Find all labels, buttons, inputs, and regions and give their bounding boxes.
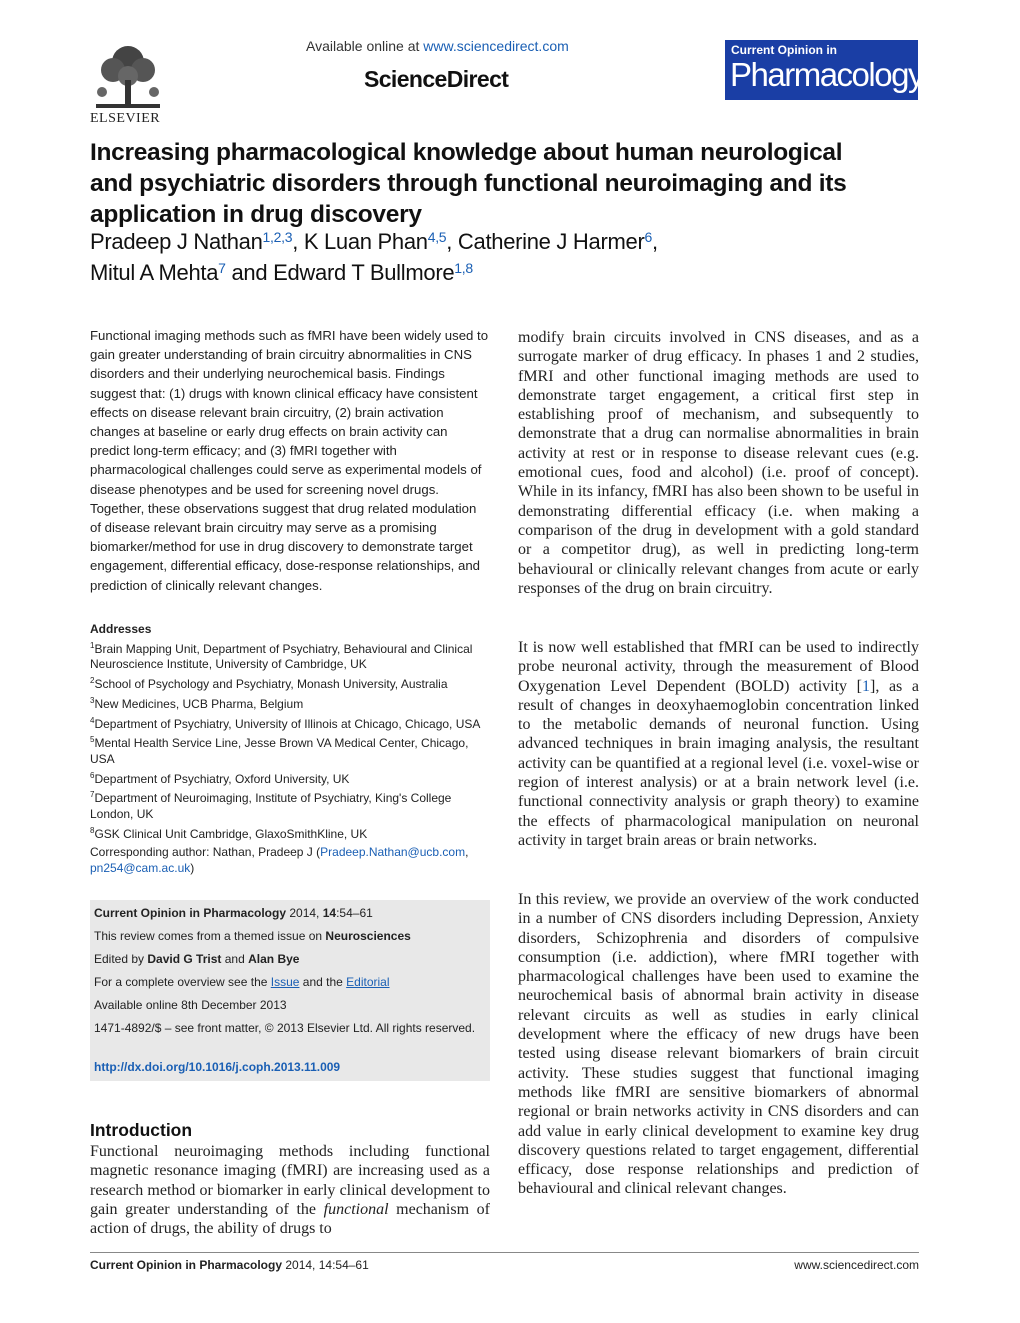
author-name: Catherine J Harmer — [457, 229, 645, 254]
author-name: Pradeep J Nathan — [90, 229, 263, 254]
footer-site: www.sciencedirect.com — [794, 1258, 919, 1272]
address-text: Mental Health Service Line, Jesse Brown VA Medical Center, Chicago, USA — [90, 736, 469, 766]
address-number: 8 — [90, 825, 95, 835]
corresponding-suffix: ) — [190, 861, 195, 875]
author-list — [90, 226, 850, 288]
themed-topic: Neurosciences — [325, 929, 411, 943]
body-paragraph-2 — [518, 638, 919, 850]
doi-line — [94, 1059, 484, 1075]
publisher-name: ELSEVIER — [90, 111, 161, 126]
author-separator: , — [446, 229, 458, 254]
introduction-heading: Introduction — [90, 1120, 193, 1140]
email-separator: , — [465, 845, 469, 859]
footer-journal: Current Opinion in Pharmacology — [90, 1258, 283, 1272]
overview-line — [94, 974, 484, 990]
address-text: Department of Psychiatry, University of Illinois at Chicago, Chicago, USA — [94, 716, 481, 731]
addresses-heading: Addresses — [90, 622, 152, 636]
paragraph-text-part: ], as a result of changes in deoxyhaemoglobin concentration linked to the metabolic demands of neuronal function. Using advanced techniques in brain imaging analysis, the resultant activity can be quantified at a regional level (i.e. voxel-wise or region of interest analysis) or at a brain network level (i.e. functional connectivity analysis or graph theory) to examine the effects of pharmacological manipulation on neuronal activity in target brain areas or brain networks. — [518, 677, 919, 849]
citation-pages: :54–61 — [336, 906, 373, 920]
footer-citation — [90, 1258, 369, 1272]
intro-text-part: mechanism of action of drugs, the ability of drugs to — [90, 1200, 490, 1238]
overview-prefix: For a complete overview see the — [94, 975, 271, 989]
journal-logo-small: Current Opinion in — [731, 43, 837, 57]
available-online-date: Available online 8th December 2013 — [94, 998, 287, 1012]
address-text: Department of Neuroimaging, Institute of Psychiatry, King's College London, UK — [90, 791, 452, 822]
address-text: School of Psychology and Psychiatry, Monash University, Australia — [94, 677, 448, 692]
address-text: Department of Psychiatry, Oxford University, UK — [94, 771, 350, 786]
doi-link[interactable]: http://dx.doi.org/10.1016/j.coph.2013.11.009 — [94, 1060, 341, 1074]
citation-year: 2014, — [286, 906, 323, 920]
body-paragraph-1: modify brain circuits involved in CNS diseases, and as a surrogate marker of drug efficacy. In phases 1 and 2 studies, fMRI and other functional imaging methods are used to demonstrate target engagement, a critical first step in establishing proof of mechanism, and subsequently to demonstrate that a drug can normalise abnormalities in brain activity at rest or in response to disease relevant cues (e.g. emotional cues, food and alcohol) (i.e. proof of concept). While in its infancy, fMRI has also been shown to be useful in demonstrating differential efficacy (i.e. when making a comparison of the drug in development with a gold standard or a competitor drug), as well in predicting long-term behavioural or clinically relevant changes from acute or early responses of the drug on brain circuitry. — [518, 329, 919, 597]
edited-and: and — [221, 952, 249, 966]
address-number: 3 — [90, 695, 95, 705]
address-text: New Medicines, UCB Pharma, Belgium — [94, 696, 304, 711]
address-text: Brain Mapping Unit, Department of Psychiatry, Behavioural and Clinical Neuroscience Institute, University of Cambridge, UK — [90, 641, 473, 672]
citation-volume: 14 — [322, 906, 337, 920]
paragraph-text-part: It is now well established that fMRI can be used to indirectly probe neuronal activity, through the measurement of Blood Oxygenation Level Dependent (BOLD) activity [ — [518, 639, 919, 695]
address-item — [90, 713, 492, 733]
address-text: GSK Clinical Unit Cambridge, GlaxoSmithKline, UK — [94, 826, 368, 841]
journal-logo-big: Pharmacology — [730, 56, 923, 93]
themed-prefix: This review comes from a themed issue on — [94, 929, 326, 943]
available-prefix: Available online at — [306, 38, 424, 54]
email-link[interactable]: Pradeep.Nathan@ucb.com — [320, 845, 466, 859]
corresponding-prefix: Corresponding author: Nathan, Pradeep J ( — [90, 845, 321, 859]
author-affiliation-sup[interactable]: 1,2,3 — [262, 229, 293, 245]
address-number: 5 — [90, 735, 95, 745]
footer-citation-text: 2014, 14:54–61 — [282, 1258, 369, 1272]
corresponding-author — [90, 844, 492, 876]
body-paragraph-3: In this review, we provide an overview of the work conducted in a number of CNS disorders including Depression, Anxiety disorders, Schizophrenia and disorders of compulsive consumption (i.e. addiction), where fMRI together with pharmacological challenges have been used to examine the neurochemical basis of abnormal brain activity in disease relevant circuits as well as studies in early clinical development where the efficacy of new drugs have been tested using disease relevant biomarkers of brain circuit activity. These studies suggest that functional imaging methods like fMRI are sensitive biomarkers of abnormal regional or brain networks activity in CNS disorders and can add value in early clinical development to examine key drug discovery questions related to target engagement, differential efficacy, dose response relationships and prediction of behavioural and clinical relevant changes. — [518, 891, 919, 1198]
introduction-paragraph — [90, 1142, 490, 1238]
issue-link[interactable]: Issue — [270, 975, 300, 989]
overview-and: and the — [299, 975, 347, 989]
address-number: 2 — [90, 676, 95, 686]
journal-name: Current Opinion in Pharmacology — [94, 906, 287, 920]
edited-prefix: Edited by — [94, 952, 148, 966]
platform-title: ScienceDirect — [364, 66, 509, 92]
address-number: 7 — [90, 790, 95, 800]
themed-issue-line — [94, 928, 484, 944]
abstract: Functional imaging methods such as fMRI have been widely used to gain greater understanding of brain circuitry abnormalities in CNS disorders and their underlying neurochemical basis. Findings suggest that: (1) drugs with known clinical efficacy have consistent effects on disease relevant brain circuitry, (2) brain activation changes at baseline or early drug effects on brain activity can predict long-term efficacy; and (3) fMRI together with pharmacological challenges could serve as experimental models of disease phenotypes and be used for screening novel drugs. Together, these observations suggest that drug related modulation of disease relevant brain circuitry may serve as a promising biomarker/method for use in drug discovery to demonstrate target engagement, differential efficacy, dose-response relationships, and prediction of clinically relevant changes. — [90, 328, 489, 593]
author-affiliation-sup[interactable]: 6 — [644, 229, 652, 245]
author-name: Mitul A Mehta — [90, 260, 219, 285]
author-separator: , — [292, 229, 304, 254]
editor-name: Alan Bye — [248, 952, 300, 966]
author-affiliation-sup[interactable]: 7 — [218, 260, 226, 276]
address-item — [90, 768, 492, 788]
intro-emphasis: functional — [323, 1200, 389, 1218]
address-item — [90, 693, 492, 713]
edited-by-line — [94, 951, 484, 967]
author-name: K Luan Phan — [303, 229, 428, 254]
author-affiliation-sup[interactable]: 1,8 — [454, 260, 473, 276]
reference-link[interactable]: 1 — [862, 677, 870, 695]
article-title: Increasing pharmacological knowledge about human neurological and psychiatric disorders through functional neuroimaging and its application in drug discovery — [90, 139, 847, 228]
address-item — [90, 673, 492, 693]
address-number: 1 — [90, 640, 95, 650]
author-separator: , — [651, 229, 658, 254]
address-number: 6 — [90, 770, 95, 780]
sciencedirect-link[interactable]: www.sciencedirect.com — [423, 38, 569, 54]
editor-name: David G Trist — [147, 952, 222, 966]
citation-line — [94, 905, 484, 921]
address-item — [90, 787, 492, 822]
address-item — [90, 823, 492, 843]
article-info-box — [90, 900, 490, 1081]
copyright-notice: 1471-4892/$ – see front matter, © 2013 Elsevier Ltd. All rights reserved. — [94, 1021, 476, 1035]
author-affiliation-sup[interactable]: 4,5 — [427, 229, 447, 245]
address-item — [90, 732, 492, 767]
journal-logo — [725, 40, 923, 100]
address-number: 4 — [90, 715, 95, 725]
footer-divider — [90, 1252, 919, 1253]
available-online-line — [306, 38, 569, 54]
editorial-link[interactable]: Editorial — [346, 975, 390, 989]
email-link[interactable]: pn254@cam.ac.uk — [90, 861, 191, 875]
author-name: Edward T Bullmore — [273, 260, 455, 285]
address-item — [90, 638, 492, 673]
intro-text-part: Functional neuroimaging methods including functional magnetic resonance imaging (fMRI) are increasing used as a research method or biomarker in early clinical development to gain greater understanding of the — [90, 1143, 490, 1218]
author-separator: and — [225, 260, 274, 285]
addresses-block — [90, 622, 492, 842]
